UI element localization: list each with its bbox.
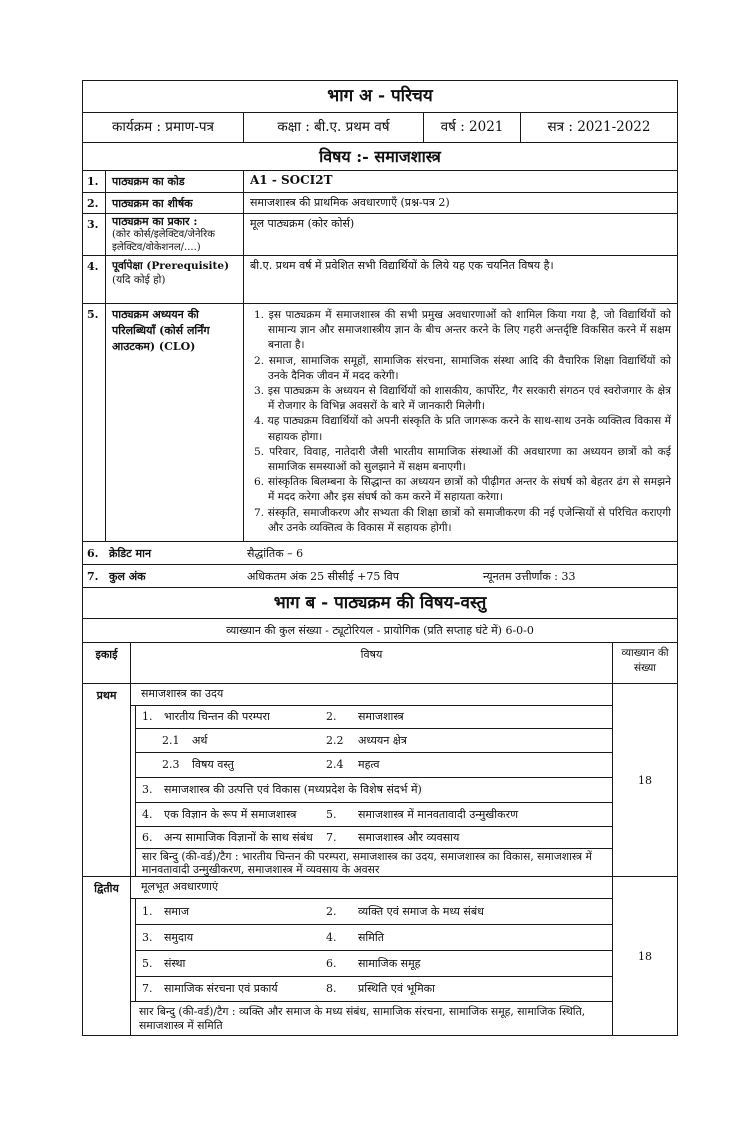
topic-text: एक विज्ञान के रूप में समाजशास्त्र bbox=[164, 808, 297, 821]
clo-item: 1. इस पाठ्यक्रम में समाजशास्त्र की सभी प्रमुख अवधारणाओं को शामिल किया गया है, जो विद्यार्थियों को सामान्य ज्ञान और समाजशास्त्रीय ज्ञान के बीच अन्तर करने के लिए गहरी अन्तर्दृष्टि विकसित करने में सक्षम बनाता है। bbox=[254, 309, 671, 352]
clo-list bbox=[243, 303, 678, 542]
topic-row bbox=[135, 802, 613, 827]
topic-text: समाजशास्त्र में मानवतावादी उन्मुखीकरण bbox=[358, 808, 519, 821]
credit-value: सैद्धांतिक – 6 bbox=[247, 547, 304, 560]
topic-text: अर्थ bbox=[192, 734, 208, 747]
prerequisite-label-note: (यदि कोई हो) bbox=[112, 274, 166, 286]
topic-text: अध्ययन क्षेत्र bbox=[358, 734, 407, 747]
topic-text: भारतीय चिन्तन की परम्परा bbox=[164, 710, 270, 723]
topic-number: 2. bbox=[326, 710, 337, 723]
topic-text: महत्व bbox=[358, 758, 380, 771]
row-number: 4. bbox=[82, 255, 106, 304]
course-type-label-options: (कोर कोर्स/इलेक्टिव/जेनेरिक इलेक्टिव/वोकेशनल/....) bbox=[112, 229, 215, 253]
topic-text: समाजशास्त्र की उत्पत्ति एवं विकास (मध्यप्रदेश के विशेष संदर्भ में) bbox=[164, 783, 422, 796]
topic-text: समाजशास्त्र bbox=[358, 710, 404, 723]
topic-number: 5. bbox=[142, 957, 153, 970]
row-number: 6. bbox=[87, 547, 99, 560]
row-number: 1. bbox=[82, 170, 106, 193]
topic-row bbox=[135, 898, 613, 925]
max-marks: अधिकतम अंक 25 सीसीई +75 विप bbox=[247, 570, 400, 583]
session-cell: सत्र : 2021-2022 bbox=[520, 112, 678, 143]
unit-header: इकाई bbox=[82, 642, 131, 684]
topic-number: 3. bbox=[142, 931, 153, 944]
course-title-label: पाठ्यक्रम का शीर्षक bbox=[105, 192, 244, 214]
clo-item: 3. इस पाठ्यक्रम के अध्ययन से विद्यार्थियों को शासकीय, कार्पोरेट, गैर सरकारी संगठन एवं स्वरोजगार के क्षेत्र में रोजगार के विभिन्न अवसरों के बारे में जानकारी मिलेगी। bbox=[254, 385, 671, 413]
topic-number: 2.4 bbox=[326, 758, 344, 771]
marks-row bbox=[82, 564, 678, 588]
unit-heading: मूलभूत अवधारणाएं bbox=[130, 876, 613, 899]
topic-number: 7. bbox=[142, 982, 153, 995]
topic-text: सामाजिक समूह bbox=[358, 957, 421, 970]
clo-item: 6. सांस्कृतिक बिलम्बना के सिद्धान्त का अध्ययन छात्रों को पीढ़ीगत अन्तर के संघर्ष को बेहतर ढंग से समझने में मदद करेगा और इस संघर्ष को कम करने में सहायता करेगा। bbox=[254, 476, 671, 504]
row-number: 3. bbox=[82, 213, 106, 256]
program-cell: कार्यक्रम : प्रमाण-पत्र bbox=[82, 112, 244, 143]
topic-number: 5. bbox=[326, 808, 337, 821]
course-type-value: मूल पाठ्यक्रम (कोर कोर्स) bbox=[243, 213, 678, 256]
unit-lecture-count: 18 bbox=[612, 876, 678, 1036]
topic-number: 1. bbox=[142, 905, 153, 918]
class-cell: कक्षा : बी.ए. प्रथम वर्ष bbox=[243, 112, 424, 143]
topic-number: 2.1 bbox=[162, 734, 180, 747]
topic-text: समुदाय bbox=[164, 931, 194, 944]
topic-number: 3. bbox=[142, 783, 153, 796]
part-a-title: भाग अ - परिचय bbox=[82, 80, 678, 113]
topic-header: विषय bbox=[130, 642, 613, 684]
topic-row bbox=[135, 728, 613, 753]
unit-name: प्रथम bbox=[82, 683, 131, 877]
topic-number: 8. bbox=[326, 982, 337, 995]
part-b-title: भाग ब - पाठ्यक्रम की विषय-वस्तु bbox=[82, 587, 678, 619]
lecture-distribution: व्याख्यान की कुल संख्या - ट्यूटोरियल - प्रायोगिक (प्रति सप्ताह घंटे में) 6-0-0 bbox=[82, 618, 678, 643]
topic-row bbox=[135, 976, 613, 1002]
topic-row bbox=[135, 924, 613, 951]
clo-item: 4. यह पाठ्यक्रम विद्यार्थियों को अपनी संस्कृति के प्रति जागरूक करने के साथ-साथ उनके व्यक्तित्व विकास में सहायक होगा। bbox=[254, 415, 671, 443]
clo-label: पाठ्यक्रम अध्ययन की परिलब्धियाँ (कोर्स लर्निंग आउटकम) (CLO) bbox=[105, 303, 244, 542]
topic-text: संस्था bbox=[164, 957, 186, 970]
clo-item: 5. परिवार, विवाह, नातेदारी जैसी भारतीय सामाजिक संस्थाओं की अवधारणा का अध्ययन छात्रों को कई सामाजिक समस्याओं को सुलझाने में सक्षम बनाएगी। bbox=[254, 445, 671, 474]
topic-row bbox=[135, 705, 613, 729]
topic-number: 4. bbox=[142, 808, 153, 821]
credit-row bbox=[82, 541, 678, 565]
topic-number: 6. bbox=[142, 831, 153, 844]
topic-text: सामाजिक संरचना एवं प्रकार्य bbox=[164, 982, 278, 995]
credit-label: क्रेडिट मान bbox=[109, 547, 152, 560]
topic-row bbox=[135, 777, 613, 803]
topic-number: 2. bbox=[326, 905, 337, 918]
topic-number: 1. bbox=[142, 710, 153, 723]
unit-name: द्वितीय bbox=[82, 876, 131, 1036]
topic-row bbox=[135, 950, 613, 977]
unit-heading: समाजशास्त्र का उदय bbox=[130, 683, 613, 706]
unit-keywords: सार बिन्दु (की-वर्ड)/टैग : भारतीय चिन्तन की परम्परा, समाजशास्त्र का उदय, समाजशास्त्र का विकास, समाजशास्त्र में मानवतावादी उन्मुखीकरण, समाजशास्त्र में व्यवसाय के अवसर bbox=[135, 848, 613, 877]
course-code-value: A1 - SOCI2T bbox=[243, 170, 678, 193]
prerequisite-value: बी.ए. प्रथम वर्ष में प्रवेशित सभी विद्यार्थियों के लिये यह एक चयनित विषय है। bbox=[243, 255, 678, 304]
course-code-label: पाठ्यक्रम का कोड bbox=[105, 170, 244, 193]
row-number: 7. bbox=[87, 570, 99, 583]
topic-text: समाजशास्त्र और व्यवसाय bbox=[358, 831, 460, 844]
topic-row bbox=[135, 826, 613, 849]
min-passing-marks: न्यूनतम उत्तीर्णांक : 33 bbox=[483, 570, 576, 583]
course-type-label-main: पाठ्यक्रम का प्रकार : bbox=[112, 215, 198, 228]
subject-title: विषय :- समाजशास्त्र bbox=[82, 142, 678, 171]
topic-text: अन्य सामाजिक विज्ञानों के साथ संबंध bbox=[164, 831, 313, 844]
prerequisite-label-main: पूर्वापेक्षा (Prerequisite) bbox=[112, 260, 230, 272]
topic-text: समिति bbox=[358, 931, 384, 944]
row-number: 2. bbox=[82, 192, 106, 214]
unit-keywords: सार बिन्दु (की-वर्ड)/टैग : व्यक्ति और समाज के मध्य संबंध, सामाजिक संरचना, सामाजिक समूह, सामाजिक स्थिति, समाजशास्त्र में समिति bbox=[130, 1001, 613, 1036]
marks-label: कुल अंक bbox=[109, 570, 146, 583]
clo-item: 2. समाज, सामाजिक समूहों, सामाजिक संरचना, सामाजिक संस्था आदि की वैचारिक शिक्षा विद्यार्थियों को उनके दैनिक जीवन में मदद करेगी। bbox=[254, 354, 671, 382]
topic-text: प्रस्थिति एवं भूमिका bbox=[358, 982, 435, 995]
clo-item: 7. संस्कृति, समाजीकरण और सभ्यता की शिक्षा छात्रों को समाजीकरण की नई एजेन्सियों से परिचित कराएगी और उनके व्यक्तित्व के विकास में सहायक होगी। bbox=[254, 506, 671, 534]
topic-number: 2.2 bbox=[326, 734, 344, 747]
course-title-value: समाजशास्त्र की प्राथमिक अवधारणाएँ (प्रश्न-पत्र 2) bbox=[243, 192, 678, 214]
topic-row bbox=[135, 752, 613, 778]
course-type-label bbox=[105, 213, 244, 256]
topic-text: समाज bbox=[164, 905, 190, 918]
topic-text: विषय वस्तु bbox=[192, 758, 234, 771]
prerequisite-label bbox=[105, 255, 244, 304]
topic-number: 6. bbox=[326, 957, 337, 970]
row-number: 5. bbox=[82, 303, 106, 542]
topic-number: 4. bbox=[326, 931, 337, 944]
year-cell: वर्ष : 2021 bbox=[423, 112, 521, 143]
topic-text: व्यक्ति एवं समाज के मध्य संबंध bbox=[358, 905, 484, 918]
unit-lecture-count: 18 bbox=[612, 683, 678, 877]
topic-number: 2.3 bbox=[162, 758, 180, 771]
lecture-count-header: व्याख्यान की संख्या bbox=[612, 642, 678, 684]
topic-number: 7. bbox=[326, 831, 337, 844]
